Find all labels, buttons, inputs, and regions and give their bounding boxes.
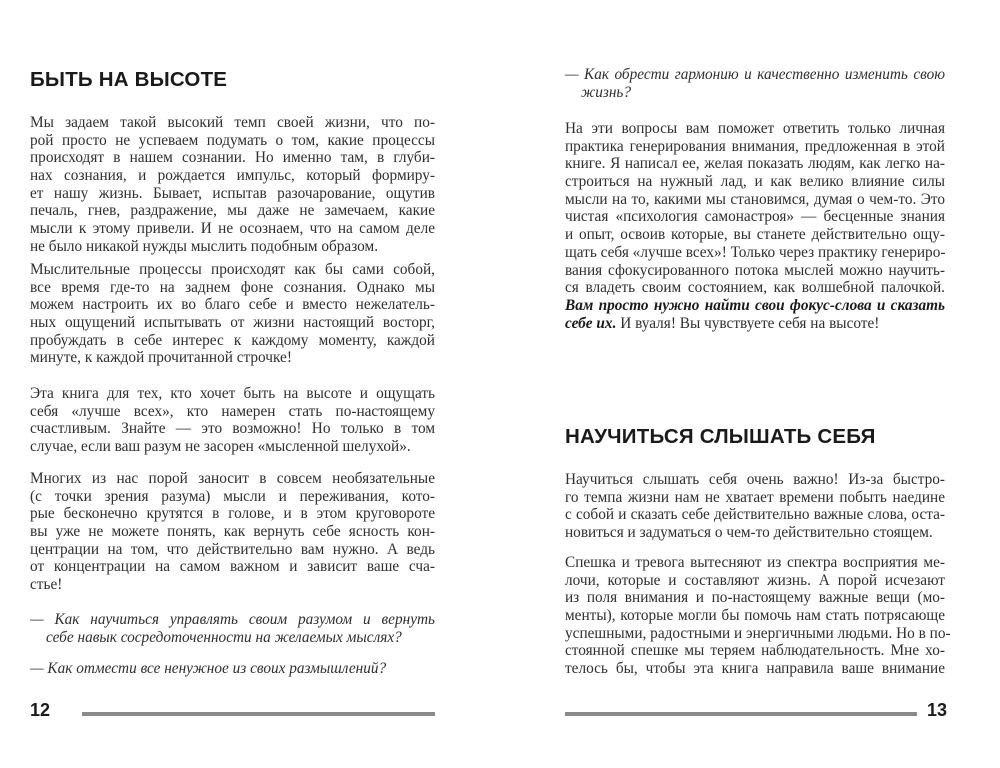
paragraph [30,261,435,367]
text-line: го темпа жизни нам не хватает времени побыть наедине [565,488,945,506]
paragraph [565,471,945,542]
question [565,66,945,101]
text-line: происходят в нашем сознании. Но именно там, в глуби- [30,149,435,167]
text-line: чистая «психология самонастроя» — бесценные знания [565,208,945,226]
text-line: рой просто не успеваем подумать о том, какие процессы [30,131,435,149]
text-line: пробуждать в себе интерес к каждому моменту, каждой [30,331,435,349]
text-line: (с точки зрения разума) мысли и переживания, кото- [30,487,435,505]
text-line: На эти вопросы вам поможет ответить только личная [565,120,945,137]
section-heading: НАУЧИТЬСЯ СЛЫШАТЬ СЕБЯ [565,425,876,448]
right-page [500,0,1000,768]
text-line: вания сфокусированного потока мыслей можно научить- [565,261,945,279]
text-line: Мыслительные процессы происходят как бы сами собой, [30,261,435,278]
text-line: стоянной спешке мы теряем наблюдательность. Мне хо- [565,642,945,660]
text-line: из поля внимания и по-настоящему важные вещи (мо- [565,589,945,607]
text-line: — Как обрести гармонию и качественно изменить свою [565,66,945,83]
text-line: Мы задаем такой высокий темп своей жизни, что по- [30,114,435,131]
text-line: практика генерирования внимания, предложенная в этой [565,137,945,155]
paragraph [565,120,945,332]
text-line: счастливым. Знайте — это возможно! Но только в том [30,420,435,438]
page-number: 13 [927,700,948,720]
text-line: Научиться слышать себя очень важно! Из-за быстро- [565,471,945,488]
closing-text: И вуаля! Вы чувствуете себя на высоте! [616,314,880,332]
text-line: стье! [30,576,63,594]
text-line: щать себя «лучше всех»! Только через практику генериро- [565,243,946,261]
text-line: книге. Я написал ее, желая показать людям, как легко на- [565,155,945,173]
text-line: себя «лучше всех», кто намерен стать по-настоящему [30,402,435,420]
text-line: жизнь? [581,83,632,101]
text-line: Многих из нас порой заносит в совсем необязательные [30,470,435,487]
question [30,611,435,646]
text-line: — Как научиться управлять своим разумом и вернуть [30,611,435,628]
emphasis-line: Вам просто нужно найти свои фокус-слова и сказать [565,296,945,314]
text-line: ных ощущений испытывать от жизни настоящий восторг, [30,314,435,332]
text-line: рые бесконечно крутятся в голове, и в этом круговороте [30,505,435,523]
paragraph [30,385,435,456]
paragraph [30,470,435,594]
footer-rule [82,712,435,716]
text-line: ет нашу жизнь. Бывает, испытав разочарование, ощутив [30,184,435,202]
section-heading: БЫТЬ НА ВЫСОТЕ [30,68,228,91]
footer-rule [565,712,917,716]
text-line: лочи, которые и составляют жизнь. А порой исчезают [565,571,945,589]
question [30,660,435,678]
text-line: менты), которые могли бы помочь нам стать потрясающе [565,607,945,625]
text-line: новиться и задуматься о чем-то действительно стоящем. [565,524,933,542]
text-line: и опыт, освоив которые, вы станете действительно ощу- [565,226,945,244]
text-line: печаль, гнев, раздражение, мы даже не замечаем, какие [30,202,435,220]
text-line: не было никакой нужды мыслить подобным образом. [30,237,379,255]
text-line: вы уже не можете понять, как вернуть себе ясность кон- [30,523,435,541]
text-line: с собой и сказать себе действительно важные слова, оста- [565,506,945,524]
text-line: — Как отмести все ненужное из своих размышлений? [30,660,387,677]
text-line: минуте, к каждой прочитанной строчке! [30,349,292,367]
text-line: себе навык сосредоточенности на желаемых мыслях? [46,628,402,646]
paragraph [30,114,435,256]
text-line: Спешка и тревога вытесняют из спектра восприятия ме- [565,554,945,571]
page-number: 12 [30,700,51,720]
paragraph [565,554,951,678]
text-line: от концентрации на самом важном и зависит ваше сча- [30,558,435,576]
emphasis-text: себе их. [565,314,617,332]
text-line: все время где-то на заднем фоне сознания. Однако мы [30,278,435,296]
text-line: мысли к этому привели. И не осознаем, что на самом деле [30,220,435,238]
text-line: случае, если ваш разум не засорен «мысленной шелухой». [30,438,411,456]
text-line: ся владеть своим состоянием, как волшебной палочкой. [565,279,945,297]
text-line: строиться на нужный лад, и как велико влияние силы [565,173,945,191]
text-line: нах сознания, и рождается импульс, который формиру- [30,167,435,185]
text-line: можем настроить их во благо себе и вместо нежелатель- [30,296,435,314]
text-line: центрации на том, что действительно вам нужно. А ведь [30,540,435,558]
text-line: мысли на то, какими мы становимся, думая о чем-то. Это [565,190,945,208]
text-line: телось бы, чтобы эта книга направила ваше внимание [565,660,945,678]
text-line: успешными, радостными и энергичными людьми. Но в по- [565,624,951,642]
text-line: Эта книга для тех, кто хочет быть на высоте и ощущать [30,385,435,402]
